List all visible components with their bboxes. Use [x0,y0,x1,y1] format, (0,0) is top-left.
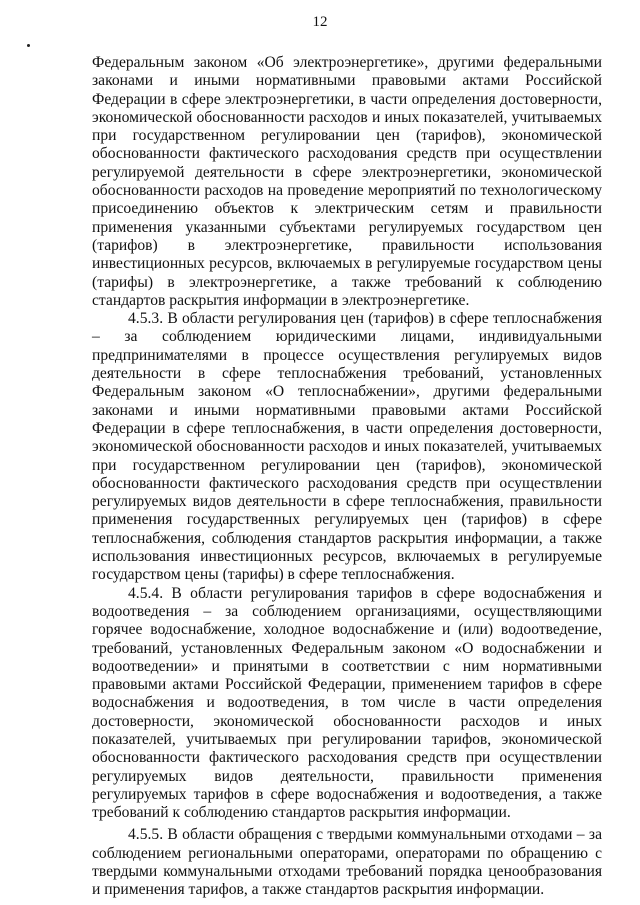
paragraph-4-5-3: 4.5.3. В области регулирования цен (тарифов) в сфере теплоснабжения – за соблюдением юридическими лицами, индивидуальными предпринимателями в процессе осуществления регулируемых видов деятельности в сфере теплоснабжения требований, установленных Федеральным законом «О теплоснабжении», другими федеральными законами и иными нормативными правовыми актами Российской Федерации в сфере теплоснабжения, в части определения достоверности, экономической обоснованности расходов и иных показателей, учитываемых при государственном регулировании цен (тарифов), экономической обоснованности фактического расходования средств при осуществлении регулируемых видов деятельности в сфере теплоснабжения, правильности применения государственных регулируемых цен (тарифов) в сфере теплоснабжения, соблюдения стандартов раскрытия информации, а также использования инвестиционных ресурсов, включаемых в регулируемые государством цены (тарифы) в сфере теплоснабжения. [92,310,602,584]
scan-speck [27,44,30,47]
paragraph-4-5-4: 4.5.4. В области регулирования тарифов в сфере водоснабжения и водоотведения – за соблюдением организациями, осуществляющими горячее водоснабжение, холодное водоснабжение и (или) водоотведение, требований, установленных Федеральным законом «О водоснабжении и водоотведении» и принятыми в соответствии с ним нормативными правовыми актами Российской Федерации, применением тарифов в сфере водоснабжения и водоотведения, в том числе в части определения достоверности, экономической обоснованности расходов и иных показателей, учитываемых при регулировании тарифов, экономической обоснованности фактического расходования средств при осуществлении регулируемых видов деятельности, правильности применения регулируемых тарифов в сфере водоснабжения и водоотведения, а также требований к соблюдению стандартов раскрытия информации. [92,584,602,822]
document-body [92,54,602,900]
paragraph-4-5-5: 4.5.5. В области обращения с твердыми коммунальными отходами – за соблюдением региональными операторами, операторами по обращению с твердыми коммунальными отходами требований порядка ценообразования и применения тарифов, а также стандартов раскрытия информации. [92,826,602,899]
page-number: 12 [312,14,328,30]
paragraph-continuation: Федеральным законом «Об электроэнергетике», другими федеральными законами и иными нормативными правовыми актами Российской Федерации в сфере электроэнергетики, в части определения достоверности, экономической обоснованности расходов и иных показателей, учитываемых при государственном регулировании цен (тарифов), экономической обоснованности фактического расходования средств при осуществлении регулируемой деятельности в сфере электроэнергетики, экономической обоснованности расходов на проведение мероприятий по технологическому присоединению объектов к электрическим сетям и правильности применения указанными субъектами регулируемых государством цен (тарифов) в электроэнергетике, правильности использования инвестиционных ресурсов, включаемых в регулируемые государством цены (тарифы) в электроэнергетике, а также требований к соблюдению стандартов раскрытия информации в электроэнергетике. [92,54,602,309]
